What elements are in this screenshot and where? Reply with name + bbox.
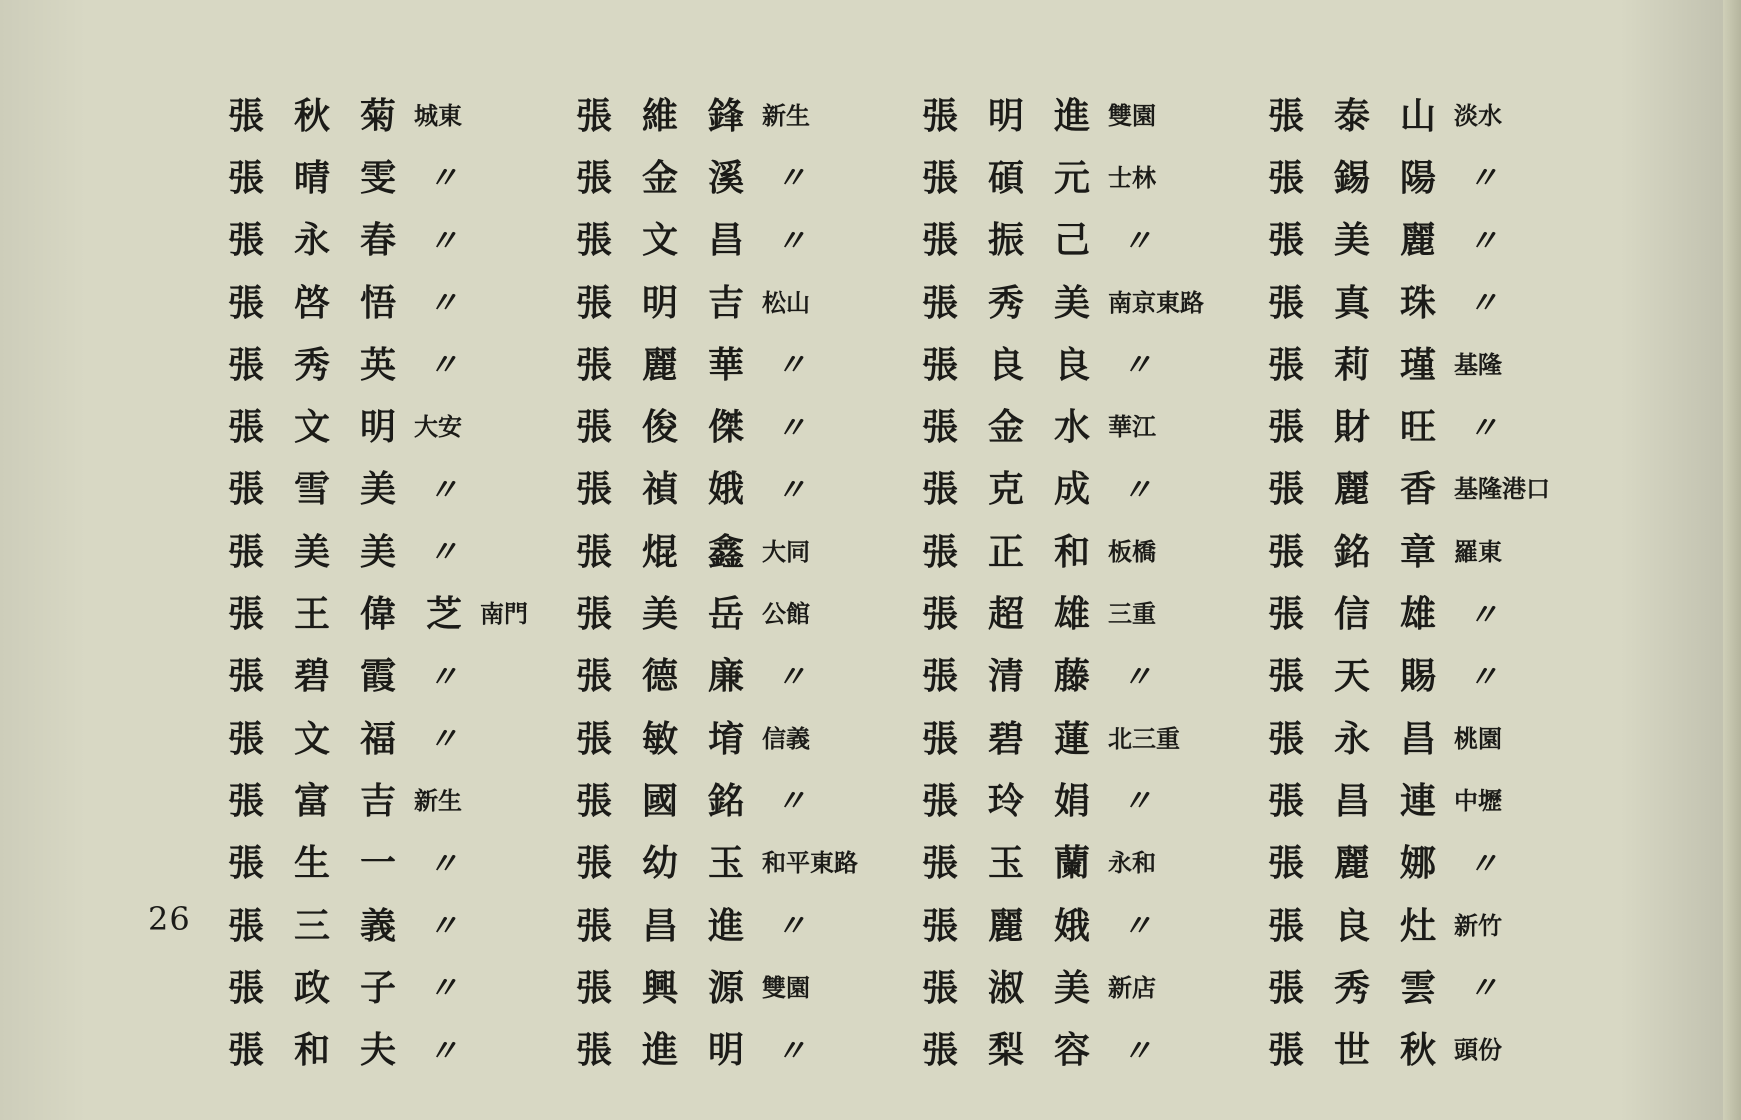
person-name: 張麗娜 [1268, 842, 1467, 885]
place-name: 基隆港口 [1454, 474, 1551, 504]
name-entry [1268, 331, 1608, 393]
person-name: 張碩元 [922, 156, 1121, 199]
name-entry [576, 892, 916, 954]
place-name: 士林 [1108, 162, 1157, 192]
name-entry [922, 331, 1262, 393]
place-name: 南門 [480, 599, 529, 629]
person-name: 張焜鑫 [576, 530, 775, 573]
name-entry [228, 643, 568, 705]
name-entry [922, 393, 1262, 455]
person-name: 張麗娥 [922, 904, 1121, 947]
place-name: 淡水 [1454, 100, 1503, 130]
ditto-mark: 〃 [776, 223, 807, 259]
person-name: 張莉瑾 [1268, 343, 1467, 386]
ditto-mark: 〃 [428, 535, 459, 571]
person-name: 張生一 [228, 842, 427, 885]
person-name: 張玲娟 [922, 779, 1121, 822]
person-name: 張王偉芝 [228, 593, 493, 636]
person-name: 張秀美 [922, 281, 1121, 324]
person-name: 張正和 [922, 530, 1121, 573]
name-entry [1268, 954, 1608, 1016]
name-entry [228, 580, 568, 642]
person-name: 張禎娥 [576, 468, 775, 511]
name-entry [1268, 767, 1608, 829]
place-name: 大同 [762, 536, 811, 566]
name-entry [922, 643, 1262, 705]
person-name: 張美美 [228, 530, 427, 573]
name-entry [576, 830, 916, 892]
ditto-mark: 〃 [428, 659, 459, 695]
person-name: 張泰山 [1268, 94, 1467, 137]
ditto-mark: 〃 [776, 161, 807, 197]
ditto-mark: 〃 [428, 1033, 459, 1069]
place-name: 雙園 [1108, 100, 1157, 130]
person-name: 張金水 [922, 406, 1121, 449]
place-name: 桃園 [1454, 723, 1503, 753]
place-name: 基隆 [1454, 349, 1503, 379]
person-name: 張維鋒 [576, 94, 775, 137]
person-name: 張昌進 [576, 904, 775, 947]
name-entry [1268, 456, 1608, 518]
place-name: 永和 [1108, 848, 1157, 878]
name-entry [922, 82, 1262, 144]
ditto-mark: 〃 [776, 410, 807, 446]
name-entry [922, 269, 1262, 331]
page-edge [1723, 0, 1741, 1120]
place-name: 新生 [414, 785, 463, 815]
name-entry [576, 767, 916, 829]
name-entry [1268, 207, 1608, 269]
person-name: 張良灶 [1268, 904, 1467, 947]
person-name: 張良良 [922, 343, 1121, 386]
ditto-mark: 〃 [1468, 286, 1499, 322]
name-entry [922, 518, 1262, 580]
person-name: 張俊傑 [576, 406, 775, 449]
ditto-mark: 〃 [776, 472, 807, 508]
person-name: 張富吉 [228, 779, 427, 822]
name-entry [922, 144, 1262, 206]
name-column-4 [1268, 82, 1608, 1079]
person-name: 張文昌 [576, 219, 775, 262]
name-column-3 [922, 82, 1262, 1079]
ditto-mark: 〃 [776, 348, 807, 384]
person-name: 張世秋 [1268, 1029, 1467, 1072]
ditto-mark: 〃 [428, 846, 459, 882]
ditto-mark: 〃 [428, 161, 459, 197]
place-name: 和平東路 [762, 848, 859, 878]
place-name: 大安 [414, 412, 463, 442]
place-name: 羅東 [1454, 536, 1503, 566]
name-entry [228, 82, 568, 144]
name-entry [228, 456, 568, 518]
name-entry [576, 518, 916, 580]
ditto-mark: 〃 [1468, 846, 1499, 882]
person-name: 張德廉 [576, 655, 775, 698]
name-entry [576, 207, 916, 269]
ditto-mark: 〃 [1468, 659, 1499, 695]
name-entry [1268, 269, 1608, 331]
person-name: 張進明 [576, 1029, 775, 1072]
name-entry [1268, 1016, 1608, 1078]
name-entry [228, 393, 568, 455]
name-entry [228, 767, 568, 829]
page-number: 26 [148, 900, 191, 938]
person-name: 張昌連 [1268, 779, 1467, 822]
person-name: 張文福 [228, 717, 427, 760]
place-name: 公館 [762, 599, 811, 629]
name-entry [1268, 518, 1608, 580]
ditto-mark: 〃 [428, 909, 459, 944]
person-name: 張秀英 [228, 343, 427, 386]
place-name: 松山 [762, 287, 811, 317]
person-name: 張信雄 [1268, 593, 1467, 636]
name-entry [1268, 82, 1608, 144]
name-entry [576, 954, 916, 1016]
name-entry [576, 144, 916, 206]
person-name: 張秋菊 [228, 94, 427, 137]
ditto-mark: 〃 [1122, 223, 1153, 259]
name-entry [576, 705, 916, 767]
ditto-mark: 〃 [428, 348, 459, 384]
ditto-mark: 〃 [428, 223, 459, 259]
ditto-mark: 〃 [1468, 410, 1499, 446]
name-entry [228, 207, 568, 269]
name-entry [1268, 705, 1608, 767]
name-entry [576, 1016, 916, 1078]
person-name: 張真珠 [1268, 281, 1467, 324]
name-entry [1268, 144, 1608, 206]
name-entry [228, 331, 568, 393]
name-entry [228, 892, 568, 954]
name-entry [576, 580, 916, 642]
ditto-mark: 〃 [1122, 909, 1153, 944]
person-name: 張梨容 [922, 1029, 1121, 1072]
ditto-mark: 〃 [428, 472, 459, 508]
name-entry [228, 705, 568, 767]
ditto-mark: 〃 [776, 659, 807, 695]
name-entry [576, 269, 916, 331]
name-entry [228, 518, 568, 580]
person-name: 張興源 [576, 966, 775, 1009]
person-name: 張政子 [228, 966, 427, 1009]
ditto-mark: 〃 [776, 1033, 807, 1069]
ditto-mark: 〃 [1122, 1033, 1153, 1069]
ditto-mark: 〃 [428, 722, 459, 758]
ditto-mark: 〃 [776, 909, 807, 944]
name-entry [576, 331, 916, 393]
ditto-mark: 〃 [1122, 348, 1153, 384]
ditto-mark: 〃 [1122, 472, 1153, 508]
ditto-mark: 〃 [776, 784, 807, 820]
name-entry [228, 830, 568, 892]
person-name: 張雪美 [228, 468, 427, 511]
person-name: 張麗香 [1268, 468, 1467, 511]
name-entry [922, 830, 1262, 892]
name-entry [1268, 643, 1608, 705]
name-entry [1268, 580, 1608, 642]
person-name: 張啓悟 [228, 281, 427, 324]
person-name: 張文明 [228, 406, 427, 449]
name-entry [922, 207, 1262, 269]
person-name: 張淑美 [922, 966, 1121, 1009]
name-entry [1268, 393, 1608, 455]
ditto-mark: 〃 [428, 286, 459, 322]
name-entry [922, 954, 1262, 1016]
name-entry [228, 1016, 568, 1078]
place-name: 雙園 [762, 972, 811, 1002]
name-entry [922, 705, 1262, 767]
ditto-mark: 〃 [1468, 971, 1499, 1007]
person-name: 張晴雯 [228, 156, 427, 199]
ditto-mark: 〃 [1468, 161, 1499, 197]
name-entry [576, 456, 916, 518]
person-name: 張克成 [922, 468, 1121, 511]
person-name: 張金溪 [576, 156, 775, 199]
person-name: 張明吉 [576, 281, 775, 324]
person-name: 張國銘 [576, 779, 775, 822]
person-name: 張明進 [922, 94, 1121, 137]
place-name: 三重 [1108, 599, 1157, 629]
person-name: 張超雄 [922, 593, 1121, 636]
name-entry [1268, 892, 1608, 954]
name-entry [576, 393, 916, 455]
person-name: 張和夫 [228, 1029, 427, 1072]
place-name: 新生 [762, 100, 811, 130]
person-name: 張幼玉 [576, 842, 775, 885]
ditto-mark: 〃 [1468, 597, 1499, 633]
person-name: 張永春 [228, 219, 427, 262]
person-name: 張三義 [228, 904, 427, 947]
person-name: 張振己 [922, 219, 1121, 262]
place-name: 華江 [1108, 412, 1157, 442]
person-name: 張秀雲 [1268, 966, 1467, 1009]
name-entry [228, 269, 568, 331]
place-name: 城東 [414, 100, 463, 130]
name-entry [922, 456, 1262, 518]
person-name: 張錫陽 [1268, 156, 1467, 199]
place-name: 頭份 [1454, 1035, 1503, 1065]
name-entry [922, 892, 1262, 954]
person-name: 張永昌 [1268, 717, 1467, 760]
place-name: 板橋 [1108, 536, 1157, 566]
person-name: 張敏堉 [576, 717, 775, 760]
name-entry [228, 144, 568, 206]
name-entry [1268, 830, 1608, 892]
place-name: 南京東路 [1108, 287, 1205, 317]
place-name: 信義 [762, 723, 811, 753]
ditto-mark: 〃 [1122, 659, 1153, 695]
ditto-mark: 〃 [1122, 784, 1153, 820]
person-name: 張玉蘭 [922, 842, 1121, 885]
person-name: 張碧蓮 [922, 717, 1121, 760]
name-entry [922, 1016, 1262, 1078]
place-name: 新店 [1108, 972, 1157, 1002]
person-name: 張麗華 [576, 343, 775, 386]
place-name: 新竹 [1454, 910, 1503, 940]
name-entry [922, 580, 1262, 642]
person-name: 張美岳 [576, 593, 775, 636]
name-column-2 [576, 82, 916, 1079]
name-entry [576, 643, 916, 705]
person-name: 張碧霞 [228, 655, 427, 698]
person-name: 張美麗 [1268, 219, 1467, 262]
person-name: 張天賜 [1268, 655, 1467, 698]
place-name: 中壢 [1454, 785, 1503, 815]
person-name: 張銘章 [1268, 530, 1467, 573]
name-entry [922, 767, 1262, 829]
name-column-1 [228, 82, 568, 1079]
ditto-mark: 〃 [428, 971, 459, 1007]
place-name: 北三重 [1108, 723, 1181, 753]
name-entry [576, 82, 916, 144]
ditto-mark: 〃 [1468, 223, 1499, 259]
person-name: 張清藤 [922, 655, 1121, 698]
person-name: 張財旺 [1268, 406, 1467, 449]
name-entry [228, 954, 568, 1016]
